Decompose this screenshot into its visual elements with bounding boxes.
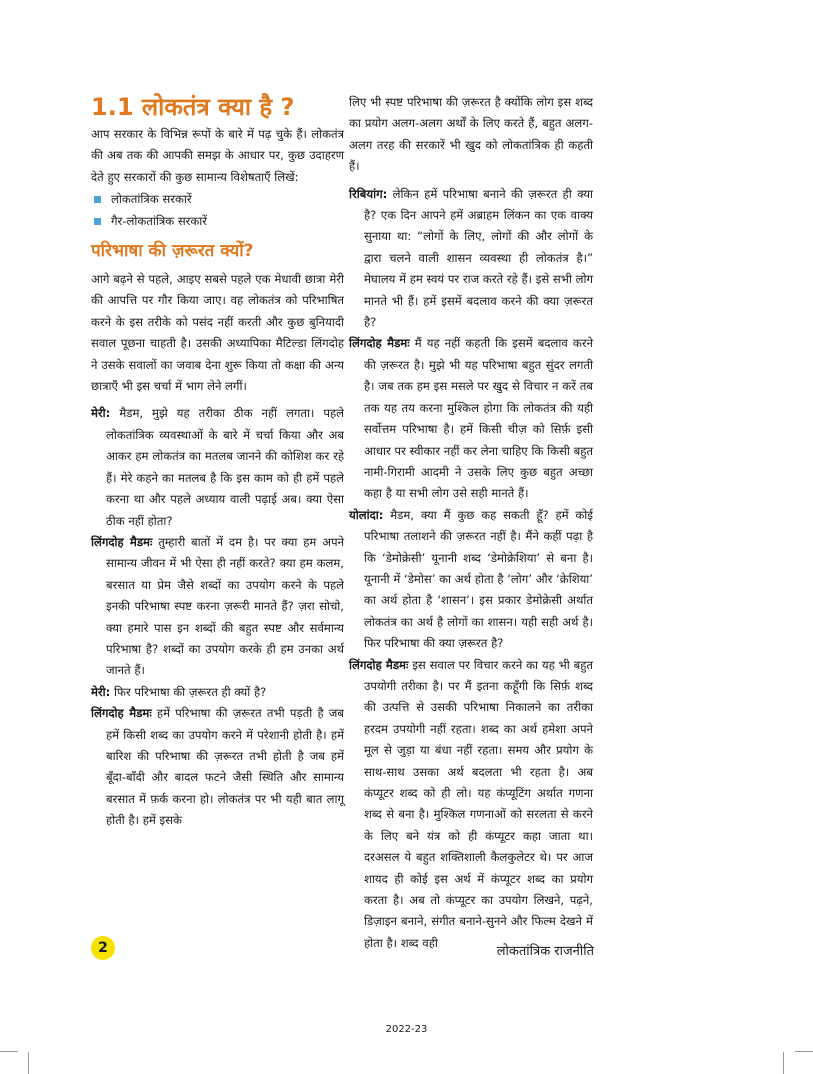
continued-paragraph: लिए भी स्पष्ट परिभाषा की ज़रूरत है क्योंकि लोग इस शब्द का प्रयोग अलग-अलग अर्थों के लिए करते हैं, बहुत अलग-अलग तरह की सरकारें भी खुद को लोकतांत्रिक ही कहती हैं।	[349, 95, 593, 174]
speaker-label: लिंगदोह मैडमः	[349, 657, 409, 672]
dialogue-mary-2	[91, 682, 344, 703]
dialogue-text: इस सवाल पर विचार करने का यह भी बहुत उपयोगी तरीका है। पर मैं इतना कहूँगी कि सिर्फ़ शब्द की उत्पत्ति से उसकी परिभाषा निकालने का तरीका हरदम उपयोगी नहीं रहता। शब्द का अर्थ हमेशा अपने मूल से जुड़ा या बंधा नहीं रहता। समय और प्रयोग के साथ-साथ उसका अर्थ बदलता भी रहता है। अब कंप्यूटर शब्द को ही लो। यह कंप्यूटिंग अर्थात गणना शब्द से बना है। मुश्किल गणनाओं को सरलता से करने के लिए बने यंत्र को ही कंप्यूटर कहा जाता था। दरअसल ये बहुत शक्तिशाली कैलकुलेटर थे। पर आज शायद ही कोई इस अर्थ में कंप्यूटर शब्द का प्रयोग करता है। अब तो कंप्यूटर का उपयोग लिखने, पढ़ने, डिज़ाइन बनाने, संगीत बनाने-सुनने और फिल्म देखने में होता है। शब्द वही	[364, 657, 593, 950]
left-column	[91, 92, 344, 832]
dialogue-mary-1	[91, 403, 344, 531]
page-number-badge: 2	[91, 936, 115, 960]
subheading: परिभाषा की ज़रूरत क्यों?	[91, 241, 254, 262]
book-title: लोकतांत्रिक राजनीति	[496, 944, 594, 959]
print-year: 2022-23	[385, 1024, 428, 1035]
speaker-label: मेरी:	[91, 406, 111, 421]
right-column	[349, 92, 593, 954]
speaker-label: लिंगदोह मैडमः	[91, 706, 152, 721]
crop-mark	[795, 1051, 813, 1052]
crop-mark	[0, 1051, 18, 1052]
speaker-label: योलांदा:	[349, 507, 384, 522]
crop-mark	[783, 1052, 784, 1074]
speaker-label: रिबियांग:	[349, 186, 388, 201]
speaker-label: लिंगदोह मैडमः	[349, 336, 410, 351]
dialogue-lyngdoh-1	[91, 532, 344, 682]
section-heading: 1.1 लोकतंत्र क्या है ?	[91, 93, 295, 121]
dialogue-yolanda	[349, 505, 593, 655]
dialogue-text: फिर परिभाषा की ज़रूरत ही क्यों है?	[114, 684, 267, 699]
bullet-list	[91, 189, 344, 232]
dialogue-text: मैं यह नहीं कहती कि इसमें बदलाव करने की ज़रूरत है। मुझे भी यह परिभाषा बहुत सुंदर लगती है। जब तक हम इस मसले पर खुद से विचार न करें तब तक यह तय करना मुश्किल होगा कि लोकतंत्र की यही सर्वोत्तम परिभाषा है। हमें किसी चीज़ को सिर्फ़ इसी आधार पर स्वीकार नहीं कर लेना चाहिए कि किसी बहुत नामी-गिरामी आदमी ने उसके लिए कुछ बहुत अच्छा कहा है या सभी लोग उसे सही मानते हैं।	[364, 336, 594, 501]
crop-mark	[28, 1052, 29, 1074]
speaker-label: लिंगदोह मैडमः	[91, 534, 153, 549]
intro-paragraph: आप सरकार के विभिन्न रूपों के बारे में पढ़ चुके हैं। लोकतंत्र की अब तक की आपकी समझ के आधार पर, कुछ उदाहरण देते हुए सरकारों की कुछ सामान्य विशेषताएँ लिखें:	[91, 127, 344, 184]
dialogue-text: मैडम, क्या मैं कुछ कह सकती हूँ? हमें कोई परिभाषा तलाशने की ज़रूरत नहीं है। मैंने कहीं पढ़ा है कि ‘डेमोक्रेसी’ यूनानी शब्द ‘डेमोक्रेशिया’ से बना है। यूनानी में ‘डेमोस’ का अर्थ होता है ‘लोग’ और ‘क्रेशिया’ का अर्थ होता है ‘शासन’। इस प्रकार डेमोक्रेसी अर्थात लोकतंत्र का अर्थ है लोगों का शासन। यही सही अर्थ है। फिर परिभाषा की क्या ज़रूरत है?	[364, 507, 593, 651]
bullet-item-non-democratic: गैर-लोकतांत्रिक सरकारें	[91, 211, 344, 232]
dialogue-ribiang	[349, 184, 593, 334]
dialogue-text: मैडम, मुझे यह तरीका ठीक नहीं लगता। पहले लोकतांत्रिक व्यवस्थाओं के बारे में चर्चा किया और अब आकर हम लोकतंत्र का मतलब जानने की कोशिश कर रहे हैं। मेरे कहने का मतलब है कि इस काम को ही हमें पहले करना था और पहले अध्याय वाली पढ़ाई अब। क्या ऐसा ठीक नहीं होता?	[106, 406, 344, 528]
dialogue-lyngdoh-2	[91, 703, 344, 831]
dialogue-lyngdoh-3	[349, 333, 593, 504]
dialogue-lyngdoh-4	[349, 655, 593, 955]
bullet-item-democratic: लोकतांत्रिक सरकारें	[91, 189, 344, 210]
dialogue-text: लेकिन हमें परिभाषा बनाने की ज़रूरत ही क्या है? एक दिन आपने हमें अब्राहम लिंकन का एक वाक्य सुनाया था: “लोगों के लिए, लोगों की और लोगों के द्वारा चलने वाली शासन व्यवस्था ही लोकतंत्र है।” मेघालय में हम स्वयं पर राज करते रहे हैं। इसे सभी लोग मानते भी हैं। हमें इसमें बदलाव करने की क्या ज़रूरत है?	[364, 186, 593, 330]
speaker-label: मेरी:	[91, 684, 111, 699]
dialogue-text: तुम्हारी बातों में दम है। पर क्या हम अपने सामान्य जीवन में भी ऐसा ही नहीं करते? क्या हम कलम, बरसात या प्रेम जैसे शब्दों का उपयोग करने के पहले इनकी परिभाषा स्पष्ट करना ज़रूरी मानते हैं? ज़रा सोचो, क्या हमारे पास इन शब्दों की बहुत स्पष्ट और सर्वमान्य परिभाषा है? शब्दों का उपयोग करके ही हम उनका अर्थ जानते हैं।	[106, 534, 345, 678]
dialogue-text: हमें परिभाषा की ज़रूरत तभी पड़ती है जब हमें किसी शब्द का उपयोग करने में परेशानी होती है। हमें बारिश की परिभाषा की ज़रूरत तभी होती है जब हमें बूँदा-बाँदी और बादल फटने जैसी स्थिति और सामान्य बरसात में फ़र्क करना हो। लोकतंत्र पर भी यही बात लागू होती है। हमें इसके	[106, 706, 345, 828]
body-paragraph: आगे बढ़ने से पहले, आइए सबसे पहले एक मेधावी छात्रा मेरी की आपत्ति पर गौर किया जाए। वह लोकतंत्र को परिभाषित करने के इस तरीके को पसंद नहीं करती और कुछ बुनियादी सवाल पूछना चाहती है। उसकी अध्यापिका मैटिल्डा लिंगदोह ने उसके सवालों का जवाब देना शुरू किया तो कक्षा की अन्य छात्राएँ भी इस चर्चा में भाग लेने लगीं।	[91, 272, 344, 394]
